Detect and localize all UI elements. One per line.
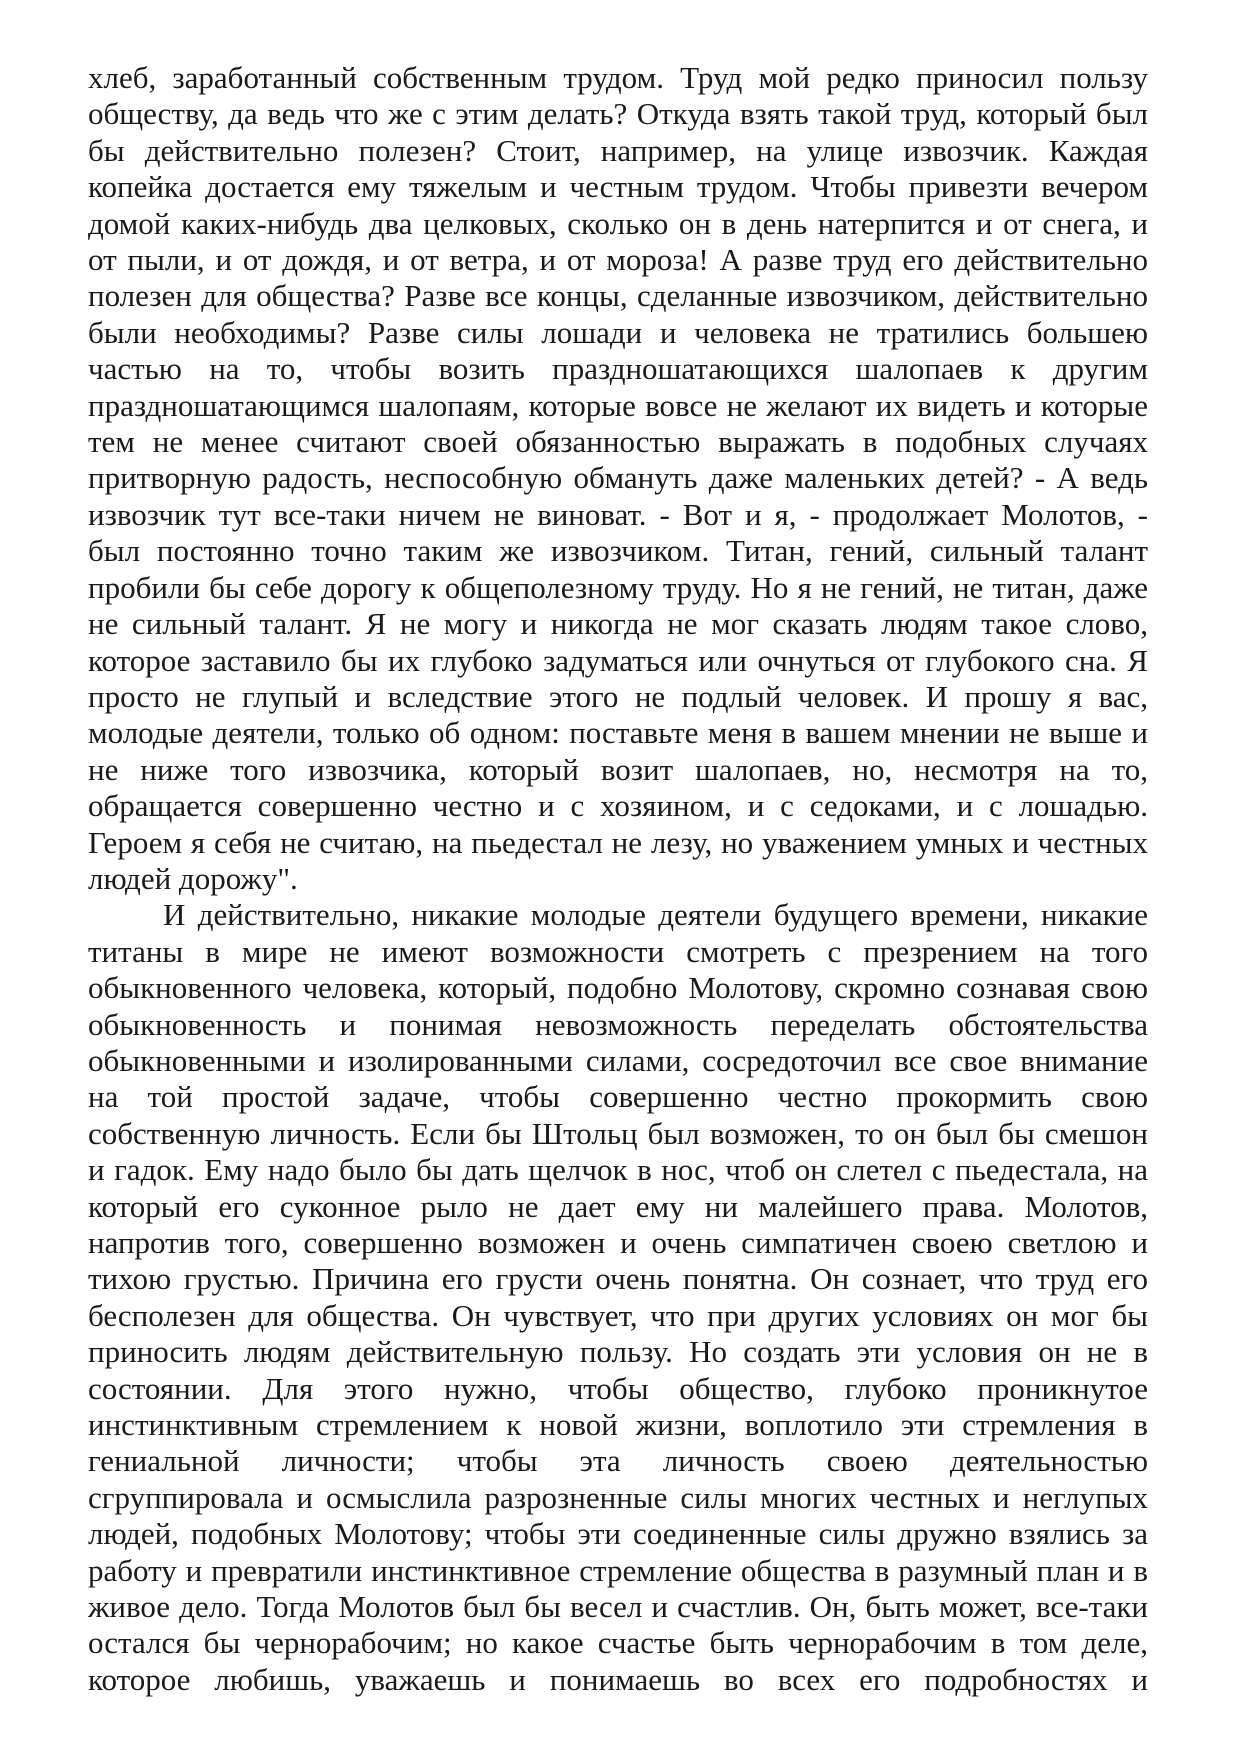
text-line: просто не глупый и вследствие этого не подлый человек. И прошу я вас,	[88, 678, 1148, 714]
text-line: собственную личность. Если бы Штольц был возможен, то он был бы смешон	[88, 1115, 1148, 1151]
text-line: частью на то, чтобы возить праздношатающихся шалопаев к другим	[88, 351, 1148, 387]
text-line: молодые деятели, только об одном: поставьте меня в вашем мнении не выше и	[88, 715, 1148, 751]
text-line: титаны в мире не имеют возможности смотреть с презрением на того	[88, 933, 1148, 969]
text-line: обыкновенными и изолированными силами, сосредоточил все свое внимание	[88, 1042, 1148, 1078]
document-page	[88, 60, 1148, 1698]
text-line: были необходимы? Разве силы лошади и человека не тратились большею	[88, 314, 1148, 350]
text-line: бесполезен для общества. Он чувствует, что при других условиях он мог бы	[88, 1297, 1148, 1333]
text-line: остался бы чернорабочим; но какое счастье быть чернорабочим в том деле,	[88, 1625, 1148, 1661]
text-line: гениальной личности; чтобы эта личность своею деятельностью	[88, 1443, 1148, 1479]
text-line: инстинктивным стремлением к новой жизни, воплотило эти стремления в	[88, 1407, 1148, 1443]
text-line: приносить людям действительную пользу. Но создать эти условия он не в	[88, 1334, 1148, 1370]
text-line: сгруппировала и осмыслила разрозненные силы многих честных и неглупых	[88, 1479, 1148, 1515]
text-line: не ниже того извозчика, который возит шалопаев, но, несмотря на то,	[88, 751, 1148, 787]
text-line: от пыли, и от дождя, и от ветра, и от мороза! А разве труд его действительно	[88, 242, 1148, 278]
text-line: людей, подобных Молотову; чтобы эти соединенные силы дружно взялись за	[88, 1516, 1148, 1552]
text-line: и гадок. Ему надо было бы дать щелчок в нос, чтоб он слетел с пьедестала, на	[88, 1152, 1148, 1188]
text-line: не сильный талант. Я не могу и никогда не мог сказать людям такое слово,	[88, 606, 1148, 642]
text-line: обращается совершенно честно и с хозяином, и с седоками, и с лошадью.	[88, 788, 1148, 824]
paragraph-2	[88, 897, 1148, 1698]
text-line: напротив того, совершенно возможен и очень симпатичен своею светлою и	[88, 1225, 1148, 1260]
text-line: полезен для общества? Разве все концы, сделанные извозчиком, действительно	[88, 278, 1148, 314]
text-line: притворную радость, неспособную обмануть даже маленьких детей? - А ведь	[88, 460, 1148, 496]
text-line: обыкновенность и понимая невозможность переделать обстоятельства	[88, 1006, 1148, 1042]
text-line: копейка достается ему тяжелым и честным трудом. Чтобы привезти вечером	[88, 169, 1148, 205]
text-line: извозчик тут все-таки ничем не виноват. - Вот и я, - продолжает Молотов, -	[88, 496, 1148, 532]
text-line: который его суконное рыло не дает ему ни малейшего права. Молотов,	[88, 1188, 1148, 1224]
text-line: работу и превратили инстинктивное стремление общества в разумный план и в	[88, 1552, 1148, 1588]
text-line: домой каких-нибудь два целковых, сколько он в день натерпится и от снега, и	[88, 205, 1148, 241]
text-line: которое заставило бы их глубоко задуматься или очнуться от глубокого сна. Я	[88, 642, 1148, 678]
text-line: И действительно, никакие молодые деятели будущего времени, никакие	[163, 897, 1148, 933]
text-line: был постоянно точно таким же извозчиком. Титан, гений, сильный талант	[88, 533, 1148, 569]
text-line: праздношатающимся шалопаям, которые вовсе не желают их видеть и которые	[88, 387, 1148, 423]
text-line: на той простой задаче, чтобы совершенно честно прокормить свою	[88, 1079, 1148, 1115]
text-line: Героем я себя не считаю, на пьедестал не лезу, но уважением умных и честных	[88, 824, 1148, 860]
text-line: тихою грустью. Причина его грусти очень понятна. Он сознает, что труд его	[88, 1261, 1148, 1297]
text-line: обществу, да ведь что же с этим делать? Откуда взять такой труд, который был	[88, 96, 1148, 132]
text-line: которое любишь, уважаешь и понимаешь во всех его подробностях и	[88, 1661, 1148, 1697]
text-line: тем не менее считают своей обязанностью выражать в подобных случаях	[88, 424, 1148, 460]
text-line: хлеб, заработанный собственным трудом. Труд мой редко приносил пользу	[88, 60, 1148, 95]
text-line: бы действительно полезен? Стоит, например, на улице извозчик. Каждая	[88, 132, 1148, 168]
text-line: пробили бы себе дорогу к общеполезному труду. Но я не гений, не титан, даже	[88, 569, 1148, 605]
text-line: живое дело. Тогда Молотов был бы весел и счастлив. Он, быть может, все-таки	[88, 1589, 1148, 1625]
text-line: состоянии. Для этого нужно, чтобы общество, глубоко проникнутое	[88, 1370, 1148, 1406]
paragraph-1	[88, 60, 1148, 897]
text-line: людей дорожу".	[88, 860, 298, 896]
text-line: обыкновенного человека, который, подобно Молотову, скромно сознавая свою	[88, 970, 1148, 1006]
